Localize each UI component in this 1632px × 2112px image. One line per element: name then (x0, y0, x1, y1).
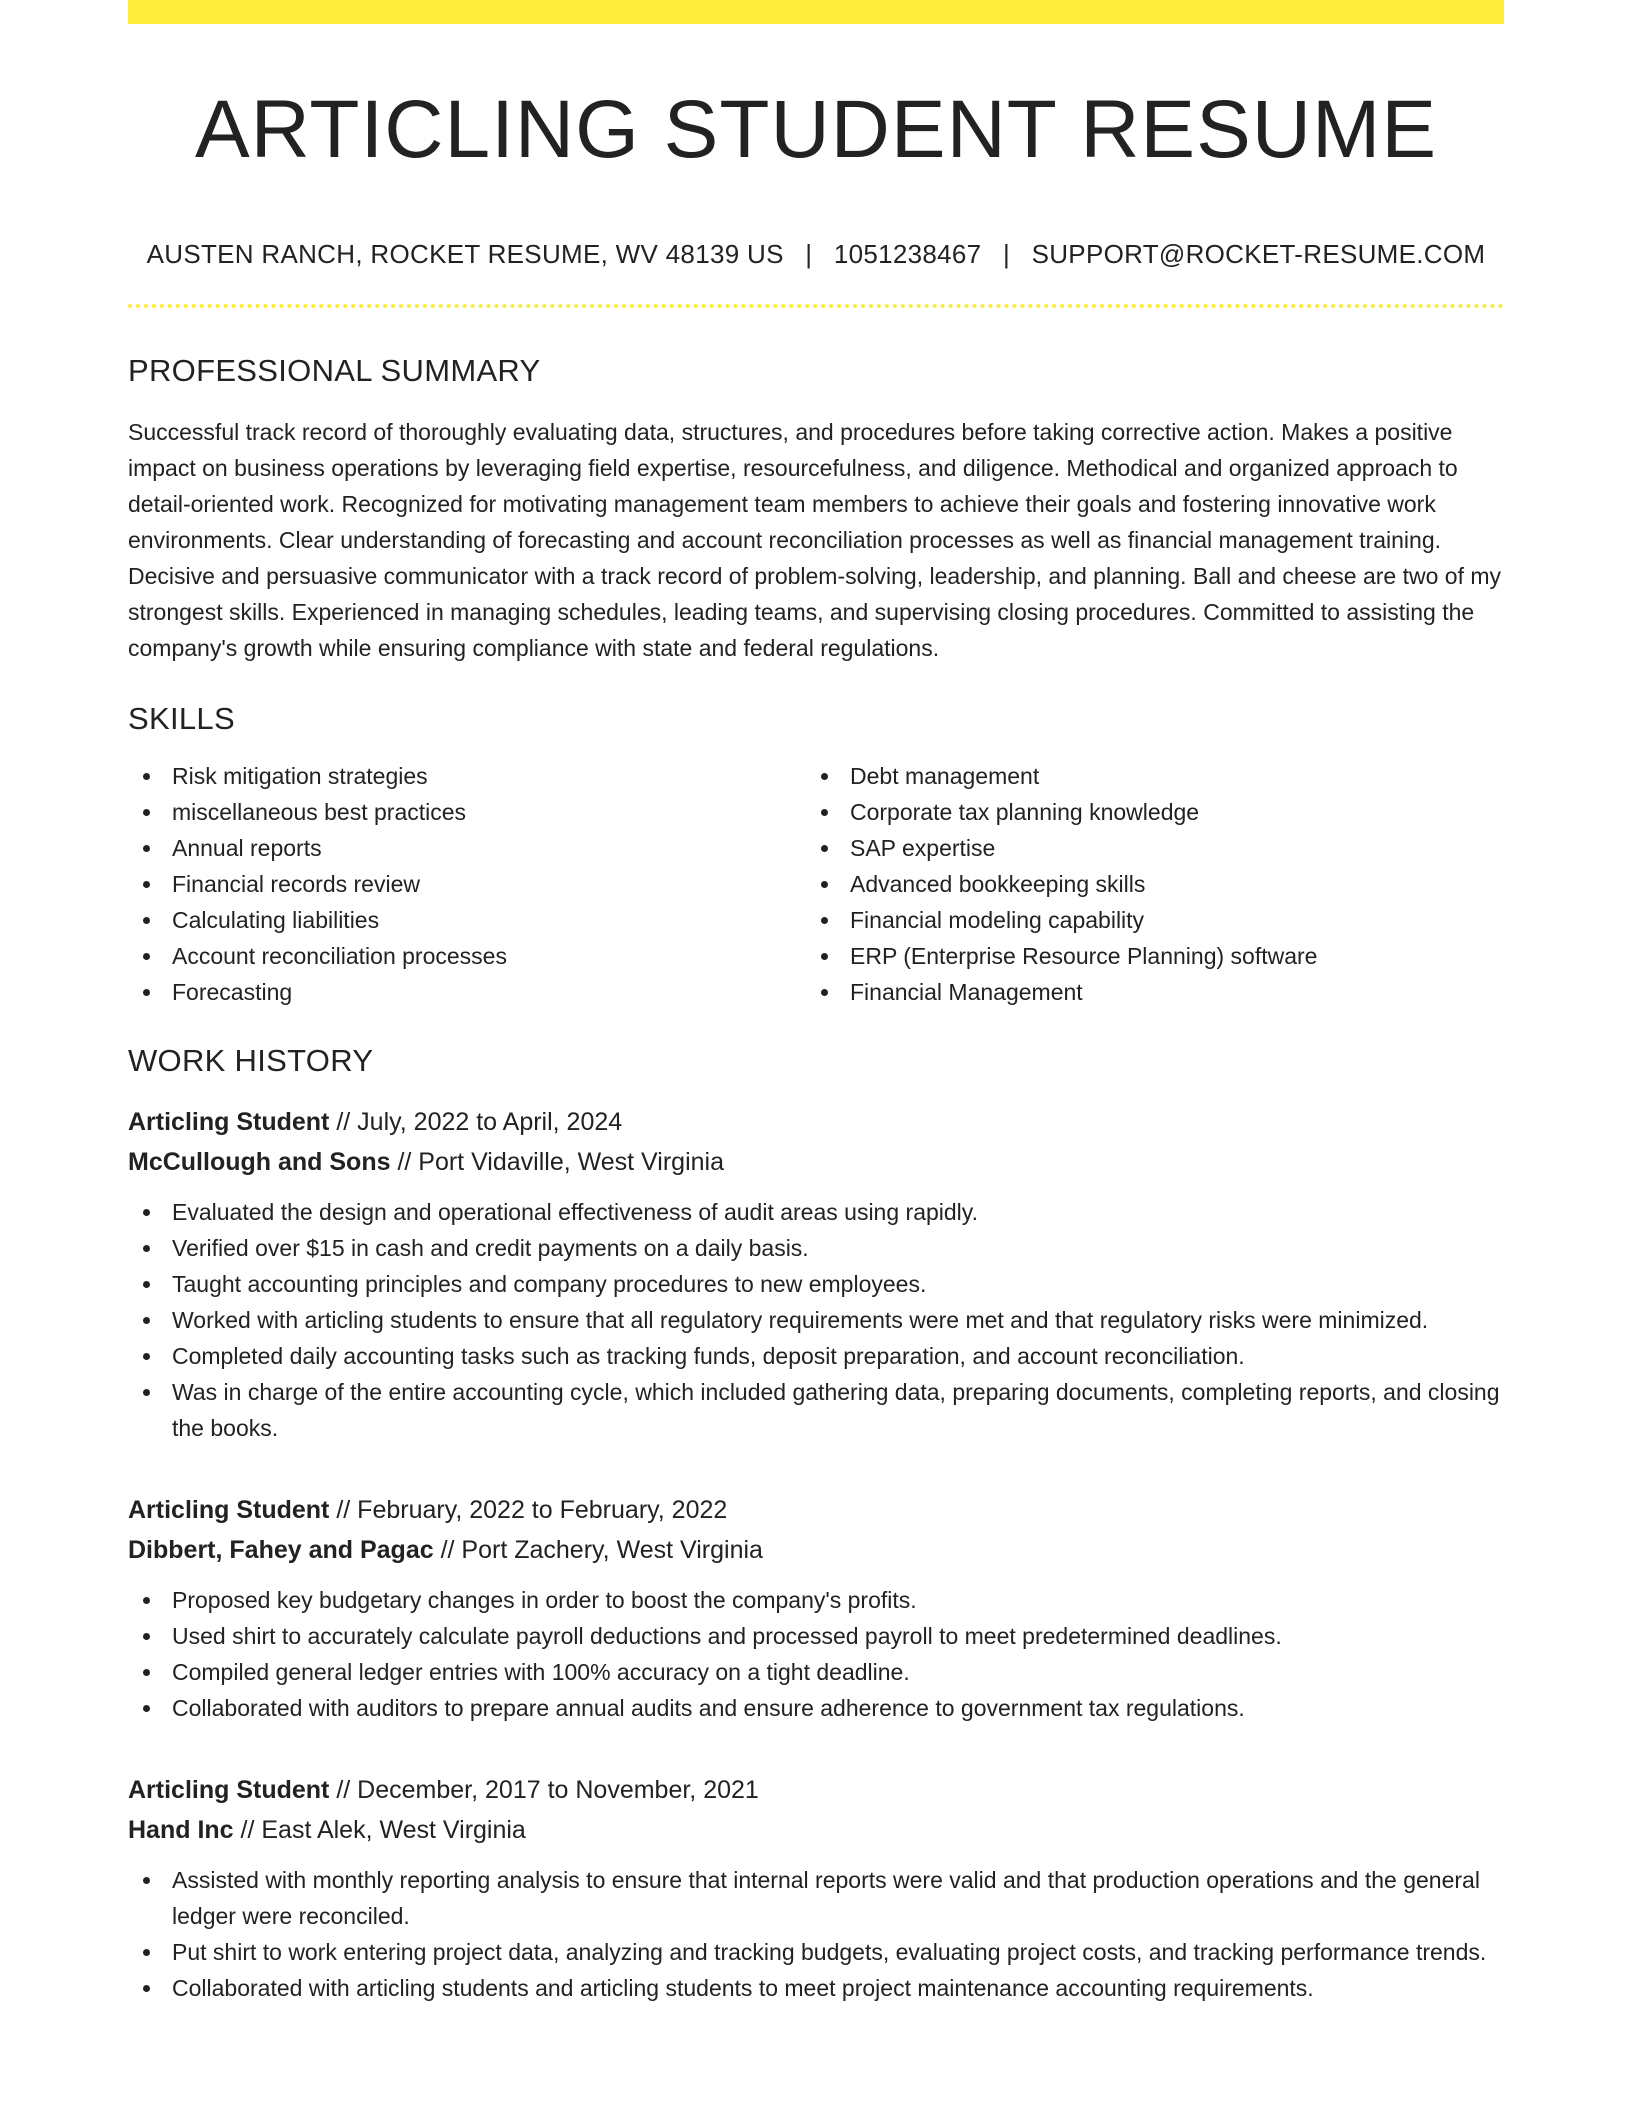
job-entry (128, 1490, 1504, 1726)
skill-item: Debt management (806, 758, 1484, 794)
job-bullet: Evaluated the design and operational effectiveness of audit areas using rapidly. (128, 1194, 1504, 1230)
job-bullet: Taught accounting principles and company procedures to new employees. (128, 1266, 1504, 1302)
job-bullet: Proposed key budgetary changes in order to boost the company's profits. (128, 1582, 1504, 1618)
work-history-heading: WORK HISTORY (128, 1043, 374, 1078)
skills-column-left (128, 758, 806, 1010)
job-bullets (128, 1194, 1504, 1446)
job-dates: // February, 2022 to February, 2022 (329, 1496, 728, 1524)
job-role-line (128, 1770, 1504, 1810)
job-bullet: Collaborated with articling students and articling students to meet project maintenance accounting requirements. (128, 1970, 1504, 2006)
contact-email: SUPPORT@ROCKET-RESUME.COM (1031, 239, 1486, 269)
job-bullet: Collaborated with auditors to prepare annual audits and ensure adherence to government tax regulations. (128, 1690, 1504, 1726)
job-company: McCullough and Sons (128, 1148, 391, 1176)
job-bullet: Was in charge of the entire accounting cycle, which included gathering data, preparing documents, completing reports, and closing the books. (128, 1374, 1504, 1446)
skill-item: Financial records review (128, 866, 806, 902)
skill-item: Annual reports (128, 830, 806, 866)
job-company: Dibbert, Fahey and Pagac (128, 1536, 434, 1564)
job-company-line (128, 1530, 1504, 1570)
contact-separator: | (1002, 239, 1011, 269)
job-role: Articling Student (128, 1776, 330, 1804)
skill-item: Forecasting (128, 974, 806, 1010)
job-role-line (128, 1490, 1504, 1530)
skill-item: Risk mitigation strategies (128, 758, 806, 794)
summary-heading: PROFESSIONAL SUMMARY (128, 353, 541, 388)
skill-item: miscellaneous best practices (128, 794, 806, 830)
job-role: Articling Student (128, 1496, 330, 1524)
contact-line (128, 238, 1504, 270)
job-location: // Port Zachery, West Virginia (433, 1536, 763, 1564)
job-bullet: Assisted with monthly reporting analysis to ensure that internal reports were valid and that production operations and the general ledger were reconciled. (128, 1862, 1504, 1934)
job-role-line (128, 1102, 1504, 1142)
skill-item: Corporate tax planning knowledge (806, 794, 1484, 830)
job-location: // Port Vidaville, West Virginia (390, 1148, 724, 1176)
skills-column-right (806, 758, 1484, 1010)
job-company-line (128, 1810, 1504, 1850)
contact-address: AUSTEN RANCH, ROCKET RESUME, WV 48139 US (146, 239, 784, 269)
job-bullet: Worked with articling students to ensure that all regulatory requirements were met and that regulatory risks were minimized. (128, 1302, 1504, 1338)
job-bullets (128, 1582, 1504, 1726)
job-role: Articling Student (128, 1108, 330, 1136)
skill-item: Calculating liabilities (128, 902, 806, 938)
skill-item: SAP expertise (806, 830, 1484, 866)
job-company: Hand Inc (128, 1816, 234, 1844)
job-bullets (128, 1862, 1504, 2006)
job-entry (128, 1770, 1504, 2006)
job-location: // East Alek, West Virginia (233, 1816, 526, 1844)
resume-page (128, 0, 1504, 2006)
skills-heading: SKILLS (128, 701, 235, 736)
top-accent-bar (128, 0, 1504, 24)
contact-phone: 1051238467 (833, 239, 982, 269)
resume-title: ARTICLING STUDENT RESUME (194, 84, 1438, 175)
job-bullet: Verified over $15 in cash and credit payments on a daily basis. (128, 1230, 1504, 1266)
job-bullet: Used shirt to accurately calculate payroll deductions and processed payroll to meet predetermined deadlines. (128, 1618, 1504, 1654)
skills-grid (128, 758, 1504, 1010)
skill-item: Financial Management (806, 974, 1484, 1010)
skill-item: Account reconciliation processes (128, 938, 806, 974)
skill-item: Advanced bookkeeping skills (806, 866, 1484, 902)
skill-item: Financial modeling capability (806, 902, 1484, 938)
job-bullet: Compiled general ledger entries with 100% accuracy on a tight deadline. (128, 1654, 1504, 1690)
job-bullet: Completed daily accounting tasks such as tracking funds, deposit preparation, and account reconciliation. (128, 1338, 1504, 1374)
job-company-line (128, 1142, 1504, 1182)
job-bullet: Put shirt to work entering project data, analyzing and tracking budgets, evaluating project costs, and tracking performance trends. (128, 1934, 1504, 1970)
contact-separator: | (805, 239, 813, 269)
header-divider (128, 304, 1504, 308)
skill-item: ERP (Enterprise Resource Planning) software (806, 938, 1484, 974)
job-entry (128, 1102, 1504, 1446)
job-dates: // July, 2022 to April, 2024 (329, 1108, 623, 1136)
summary-text: Successful track record of thoroughly evaluating data, structures, and procedures before taking corrective action. Makes a positive impact on business operations by leveraging field expertise, resourcefulness, and diligence. Methodical and organized approach to detail-oriented work. Recognized for motivating management team members to achieve their goals and fostering innovative work environments. Clear understanding of forecasting and account reconciliation processes as well as financial management training. Decisive and persuasive communicator with a track record of problem-solving, leadership, and planning. Ball and cheese are two of my strongest skills. Experienced in managing schedules, leading teams, and supervising closing procedures. Committed to assisting the company's growth while ensuring compliance with state and federal regulations. (128, 419, 1502, 661)
job-dates: // December, 2017 to November, 2021 (329, 1776, 759, 1804)
